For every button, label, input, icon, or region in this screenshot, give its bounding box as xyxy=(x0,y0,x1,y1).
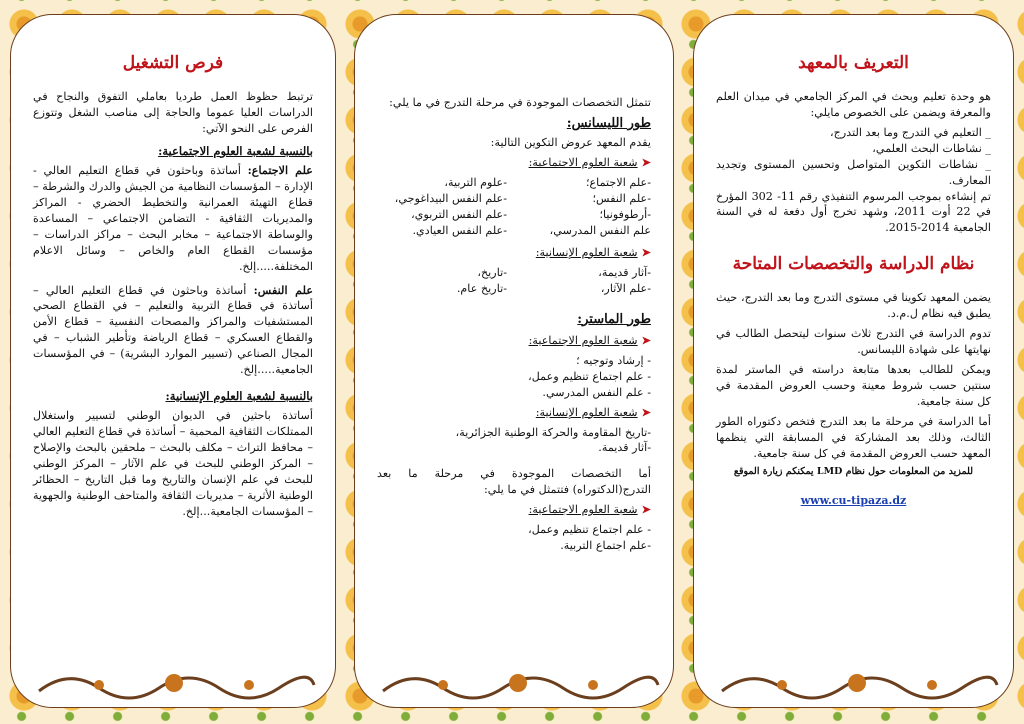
list-row xyxy=(377,207,651,223)
licence-intro: يقدم المعهد عروض التكوين التالية: xyxy=(490,136,651,150)
arrow-icon: ➤ xyxy=(641,155,651,170)
list-item: -علم النفس البيداغوجي، xyxy=(394,192,507,206)
list-item: -علم النفس؛ xyxy=(592,192,651,206)
study-p2: تدوم الدراسة في التدرج ثلاث سنوات ليتحصل الطالب في نهايتها على شهادة الليسانس. xyxy=(716,327,991,357)
floral-ornament xyxy=(712,663,1002,703)
list-row xyxy=(377,281,651,297)
psychology-paragraph xyxy=(33,283,313,378)
list-item: -علم النفس العيادي. xyxy=(412,223,507,237)
list-item: - إرشاد وتوجيه ؛ xyxy=(576,353,651,367)
list-item: -علم الاجتماع؛ xyxy=(585,176,651,190)
list-row xyxy=(377,265,651,281)
study-system-title: نظام الدراسة والتخصصات المتاحة xyxy=(732,254,975,275)
licence-title: طور الليسانس: xyxy=(566,115,651,131)
institute-intro: هو وحدة تعليم وبحث في المركز الجامعي في ميدان العلم والمعرفة ويضمن على الخصوص مايلي: xyxy=(716,90,991,120)
sociology-paragraph xyxy=(33,163,313,274)
list-item: -علم اجتماع التربية. xyxy=(560,538,651,552)
list-item: -أرطوفونيا؛ xyxy=(599,207,651,221)
list-item: علم النفس المدرسي، xyxy=(549,223,651,237)
list-item: -علم الآثار، xyxy=(600,281,651,295)
master-human-label: شعبة العلوم الإنسانية: xyxy=(535,405,638,419)
list-item: _ التعليم في التدرج وما بعد التدرج، xyxy=(830,125,991,139)
specialties-panel xyxy=(354,14,674,708)
arrow-icon: ➤ xyxy=(641,502,651,517)
list-item: - علم اجتماع تنظيم وعمل، xyxy=(528,369,651,383)
arrow-icon: ➤ xyxy=(641,404,651,419)
mid-intro: تتمثل التخصصات الموجودة في مرحلة التدرج في ما يلي: xyxy=(389,96,651,109)
master-social-label: شعبة العلوم الاجتماعية: xyxy=(528,333,638,347)
list-item: - علم النفس المدرسي. xyxy=(542,385,651,399)
website-link[interactable]: www.cu-tipaza.dz xyxy=(800,493,907,507)
list-item: -تاريخ المقاومة والحركة الوطنية الجزائرية، xyxy=(455,425,651,439)
list-item: _ نشاطات التكوين المتواصل وتحسين المستوى وتجديد المعارف. xyxy=(716,157,991,187)
list-item: -علم النفس التربوي، xyxy=(411,207,507,221)
more-info-text: للمزيد من المعلومات حول نظام LMD يمكنكم زيارة الموقع xyxy=(733,466,974,478)
mission-list xyxy=(716,125,991,189)
doctorate-intro: أما التخصصات الموجودة في مرحلة ما بعد التدرج(الدكتوراه) فتتمثل في ما يلي: xyxy=(377,467,651,497)
master-social-branch xyxy=(377,333,651,349)
institute-panel xyxy=(693,14,1014,708)
sociology-label: علم الاجتماع: xyxy=(247,163,313,178)
study-p1: يضمن المعهد تكوينا في مستوى التدرج وما بعد التدرج، حيث يطبق فيه نظام ل.م.د. xyxy=(716,291,991,321)
social-branch-label: شعبة العلوم الاجتماعية: xyxy=(528,156,638,170)
arrow-icon: ➤ xyxy=(641,244,651,259)
human-branch xyxy=(377,245,651,261)
list-row xyxy=(377,175,651,191)
master-human-branch xyxy=(377,405,651,421)
master-social-list xyxy=(377,353,651,401)
list-item: -آثار قديمة. xyxy=(598,441,651,455)
human-text: أساتذة باحثين في الديوان الوطني لتسيير واستغلال الممتلكات الثقافية المحمية – أساتذة في قطاع التعليم العالي – محافظ التراث – مكلف بالبحث – ملحقين بالبحث والإصلاح – المركز الوطني للبحث في علم الآثار – المركز الوطني للبحث في علم الإنسان والتاريخ وما قبل التاريخ – الحظائر الوطنية الأثرية – مديريات الثقافة والمتاحف الوطنية والجهوية – المؤسسات الجامعية...إلخ. xyxy=(33,409,313,518)
human-list xyxy=(377,265,651,297)
list-row xyxy=(377,191,651,207)
intro-text: ترتبط حظوظ العمل طرديا بعاملي التفوق والنجاح في الدراسات العليا عموما والحاجة إلى مناصب الشغل وتتوزع الفرص على النحو الآتي: xyxy=(33,90,313,135)
master-title: طور الماستر: xyxy=(577,311,651,327)
floral-ornament xyxy=(373,663,663,703)
social-list xyxy=(377,175,651,239)
social-heading: بالنسبة لشعبة العلوم الاجتماعية: xyxy=(158,143,313,158)
master-human-list xyxy=(377,425,651,457)
list-row xyxy=(377,223,651,239)
study-p3: ويمكن للطالب بعدها متابعة دراسته في الماستر لمدة سنتين حسب شروط معينة وحسب العروض المقدمة في كل سنة جامعية. xyxy=(716,363,991,408)
doctorate-branch xyxy=(377,502,651,518)
sociology-text: أساتذة وباحثون في قطاع التعليم العالي - الإدارة – المؤسسات النظامية من الجيش والدرك والشرطة – قطاع التهيئة العمرانية والتخطيط الحضري - المراكز والمديريات الثقافية - التضامن الاجتماعي – المساعدة والوساطة الاجتماعية – مخابر البحث – مراكز الدراسات – مؤسسات القطاع العام والخاص – وسائل الاعلام المختلفة.....إلخ. xyxy=(33,164,313,273)
list-item: -تاريخ، xyxy=(477,265,507,279)
employment-panel xyxy=(10,14,336,708)
list-item: -علوم التربية، xyxy=(444,176,507,190)
list-item: -تاريخ عام. xyxy=(456,281,507,295)
panel-title: التعريف بالمعهد xyxy=(798,53,909,73)
doctorate-branch-label: شعبة العلوم الاجتماعية: xyxy=(528,503,638,517)
human-branch-label: شعبة العلوم الإنسانية: xyxy=(535,245,638,259)
panel-title: فرص التشغيل xyxy=(122,53,224,73)
study-p4: أما الدراسة في مرحلة ما بعد التدرج فتخص دكتوراه الطور الثالث، وذلك بعد المشاركة في المسابقة التي ينظمها المعهد حسب العروض المقدمة في كل سنة جامعية. xyxy=(716,414,991,460)
floral-ornament xyxy=(29,663,319,703)
psychology-label: علم النفس: xyxy=(253,282,313,297)
social-branch xyxy=(377,155,651,171)
list-item: -آثار قديمة، xyxy=(598,265,651,279)
human-heading: بالنسبة لشعبة العلوم الإنسانية: xyxy=(165,388,313,403)
arrow-icon: ➤ xyxy=(641,332,651,347)
psychology-text: أساتذة وباحثون في قطاع التعليم العالي – أساتذة في قطاع التربية والتعليم – في القطاع الصحي المستشفيات والمراكز والمصحات النفسية – قطاع الأمن والقطاع العسكري – قطاع الرياضة وتأطير الشباب – في المجال الصناعي (تسيير الموارد البشرية) – في المؤسسات الجامعية.....إلخ. xyxy=(33,283,313,377)
founding-text: تم إنشاءه بموجب المرسوم التنفيذي رقم 11- 302 المؤرخ في 22 أوت 2011، وشهد تخرج أول دفعة له في السنة الجامعية 2014-2015. xyxy=(716,189,992,235)
doctorate-list xyxy=(377,522,651,554)
list-item: _ نشاطات البحث العلمي، xyxy=(872,141,991,155)
list-item: - علم اجتماع تنظيم وعمل، xyxy=(528,523,651,537)
